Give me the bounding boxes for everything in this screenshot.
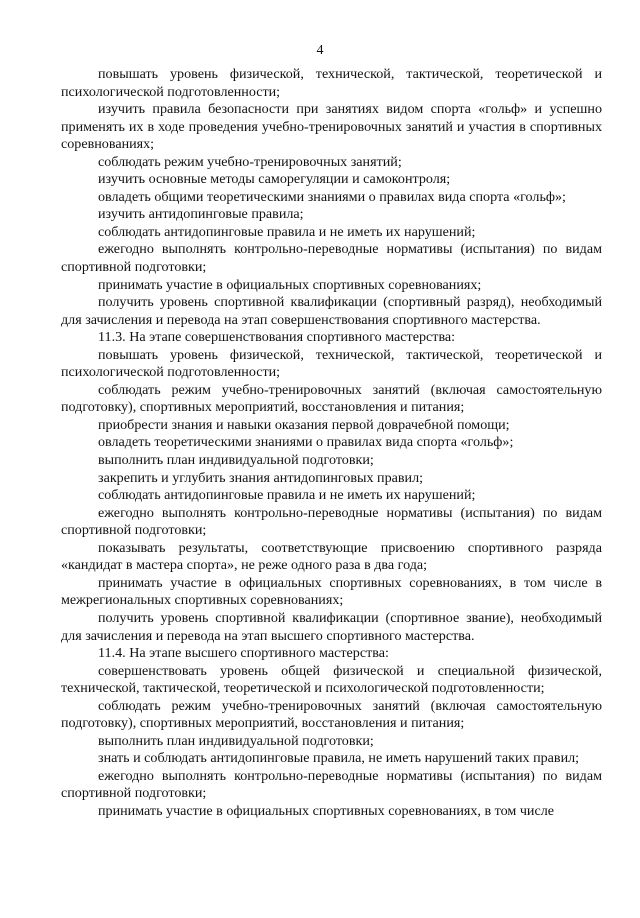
paragraph: выполнить план индивидуальной подготовки; bbox=[98, 452, 374, 469]
paragraph: закрепить и углубить знания антидопинговых правил; bbox=[98, 469, 424, 486]
paragraph: ежегодно выполнять контрольно-переводные нормативы (испытания) по видам спортивной подготовки; bbox=[61, 767, 602, 802]
paragraph: совершенствовать уровень общей физической и специальной физической, технической, тактической, теоретической и психологической подготовленности; bbox=[61, 662, 602, 697]
paragraph: принимать участие в официальных спортивных соревнованиях, в том числе в межрегиональных спортивных соревнованиях; bbox=[61, 574, 602, 609]
paragraph: изучить основные методы саморегуляции и самоконтроля; bbox=[98, 171, 451, 188]
paragraph: овладеть общими теоретическими знаниями о правилах вида спорта «гольф»; bbox=[98, 188, 566, 205]
paragraph: ежегодно выполнять контрольно-переводные нормативы (испытания) по видам спортивной подготовки; bbox=[61, 241, 602, 276]
paragraph: повышать уровень физической, технической, тактической, теоретической и психологической подготовленности; bbox=[61, 66, 602, 100]
paragraph: ежегодно выполнять контрольно-переводные нормативы (испытания) по видам спортивной подготовки; bbox=[61, 504, 602, 539]
paragraph: получить уровень спортивной квалификации (спортивный разряд), необходимый для зачисления и перевода на этап совершенствования спортивного мастерства. bbox=[61, 294, 602, 328]
paragraph: изучить антидопинговые правила; bbox=[98, 206, 304, 223]
paragraph: приобрести знания и навыки оказания первой доврачебной помощи; bbox=[98, 416, 510, 433]
paragraph: 11.3. На этапе совершенствования спортивного мастерства: bbox=[98, 329, 456, 346]
paragraph: показывать результаты, соответствующие присвоению спортивного разряда «кандидат в мастера спорта», не реже одного раза в два года; bbox=[61, 539, 602, 574]
paragraph: изучить правила безопасности при занятиях видом спорта «гольф» и успешно применять их в ходе проведения учебно-тренировочных занятий и участия в спортивных соревнованиях; bbox=[61, 101, 602, 153]
paragraph: соблюдать антидопинговые правила и не иметь их нарушений; bbox=[98, 223, 476, 240]
paragraph: принимать участие в официальных спортивных соревнованиях, в том числе bbox=[98, 802, 554, 819]
paragraph: соблюдать режим учебно-тренировочных занятий (включая самостоятельную подготовку), спортивных мероприятий, восстановления и питания; bbox=[61, 697, 602, 732]
paragraph: принимать участие в официальных спортивных соревнованиях; bbox=[98, 276, 482, 293]
paragraph: получить уровень спортивной квалификации (спортивное звание), необходимый для зачисления и перевода на этап высшего спортивного мастерства. bbox=[61, 609, 602, 644]
paragraph: соблюдать режим учебно-тренировочных занятий; bbox=[98, 153, 402, 170]
page-number: 4 bbox=[316, 43, 324, 58]
paragraph: выполнить план индивидуальной подготовки; bbox=[98, 732, 374, 749]
paragraph: овладеть теоретическими знаниями о правилах вида спорта «гольф»; bbox=[98, 434, 514, 451]
paragraph: повышать уровень физической, технической, тактической, теоретической и психологической подготовленности; bbox=[61, 346, 602, 381]
paragraph: 11.4. На этапе высшего спортивного мастерства: bbox=[98, 645, 389, 662]
paragraph: знать и соблюдать антидопинговые правила, не иметь нарушений таких правил; bbox=[98, 750, 580, 767]
paragraph: соблюдать антидопинговые правила и не иметь их нарушений; bbox=[98, 487, 476, 504]
paragraph: соблюдать режим учебно-тренировочных занятий (включая самостоятельную подготовку), спортивных мероприятий, восстановления и питания; bbox=[61, 381, 602, 416]
document-body bbox=[61, 66, 602, 821]
